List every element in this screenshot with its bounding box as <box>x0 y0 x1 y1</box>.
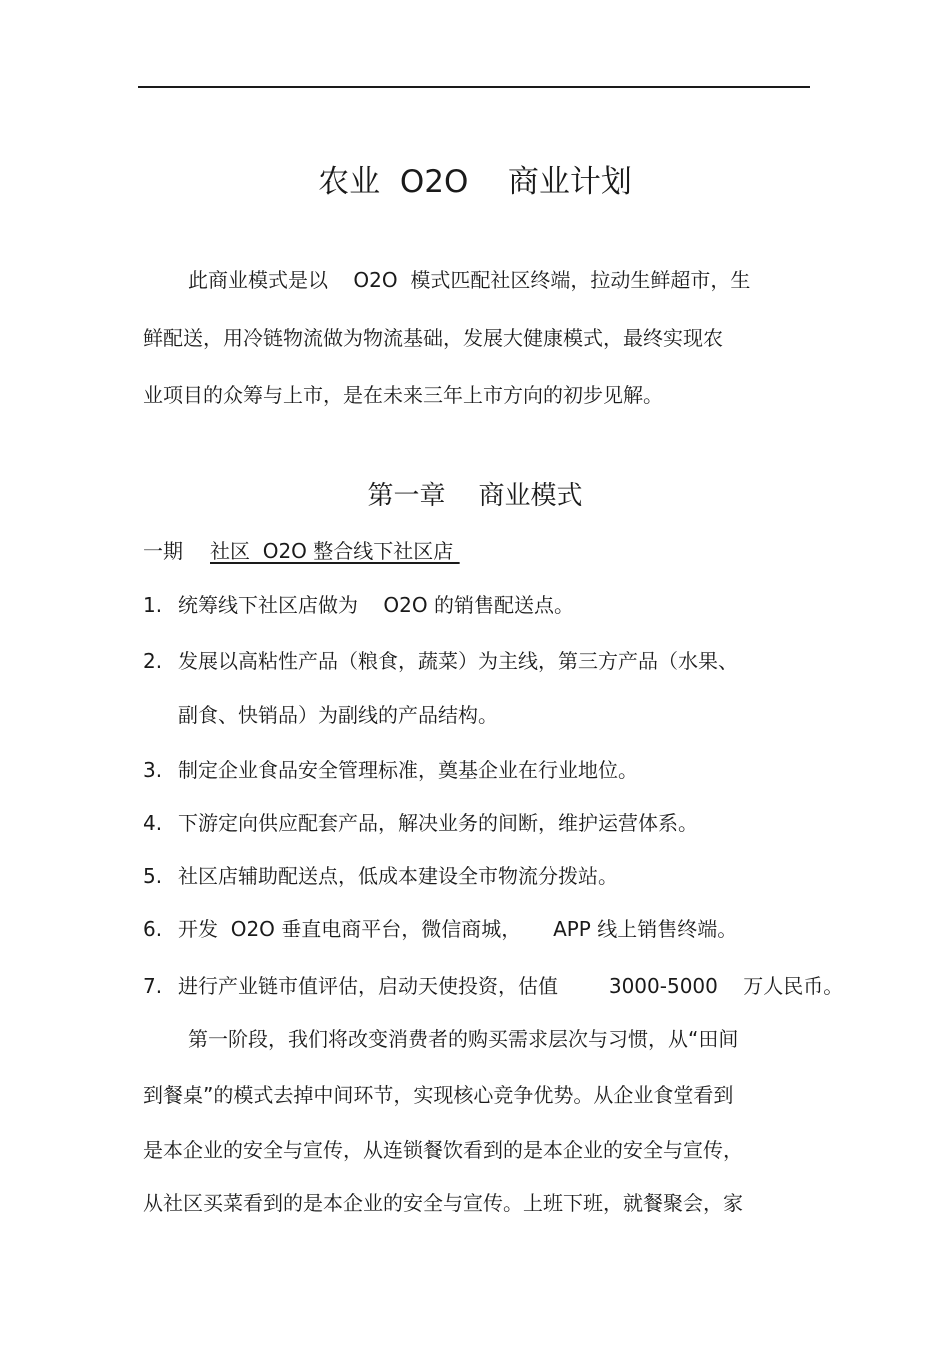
list-item-number: 6. <box>143 917 163 941</box>
closing-line-4: 从社区买菜看到的是本企业的安全与宣传。上班下班，就餐聚会，家 <box>143 1191 743 1215</box>
list-item-text: 发展以高粘性产品（粮食，蔬菜）为主线，第三方产品（水果、 <box>178 649 738 673</box>
list-item-number: 4. <box>143 811 163 835</box>
phase-label: 一期 <box>143 539 183 563</box>
header-rule <box>138 86 810 88</box>
list-item-text: 统筹线下社区店做为 O2O 的销售配送点。 <box>178 593 574 617</box>
list-item-number: 7. <box>143 974 163 998</box>
list-item-number: 2. <box>143 649 163 673</box>
list-item-text: 下游定向供应配套产品，解决业务的间断，维护运营体系。 <box>178 811 698 835</box>
intro-line-3: 业项目的众筹与上市，是在未来三年上市方向的初步见解。 <box>143 383 663 407</box>
closing-line-2: 到餐桌”的模式去掉中间环节，实现核心竞争优势。从企业食堂看到 <box>143 1083 734 1107</box>
list-item-number: 3. <box>143 758 163 782</box>
phase-title: 社区 O2O 整合线下社区店 <box>210 539 460 563</box>
intro-line-2: 鲜配送，用冷链物流做为物流基础，发展大健康模式，最终实现农 <box>143 326 723 350</box>
closing-line-3: 是本企业的安全与宣传，从连锁餐饮看到的是本企业的安全与宣传， <box>143 1138 743 1162</box>
list-item-text: 制定企业食品安全管理标准，奠基企业在行业地位。 <box>178 758 638 782</box>
intro-line-1: 此商业模式是以 O2O 模式匹配社区终端，拉动生鲜超市，生 <box>188 268 751 292</box>
list-item-text: 社区店辅助配送点，低成本建设全市物流分拨站。 <box>178 864 618 888</box>
list-item-text: 开发 O2O 垂直电商平台，微信商城， APP 线上销售终端。 <box>178 917 738 941</box>
document-title: 农业 O2O 商业计划 <box>318 164 632 200</box>
list-item-number: 1. <box>143 593 163 617</box>
list-item-number: 5. <box>143 864 163 888</box>
list-item-text-continued: 副食、快销品）为副线的产品结构。 <box>178 703 498 727</box>
closing-line-1: 第一阶段，我们将改变消费者的购买需求层次与习惯，从“田间 <box>188 1027 739 1051</box>
list-item-text: 进行产业链市值评估，启动天使投资，估值 3000-5000 万人民币。 <box>178 974 844 998</box>
chapter-title: 第一章 商业模式 <box>367 481 583 511</box>
